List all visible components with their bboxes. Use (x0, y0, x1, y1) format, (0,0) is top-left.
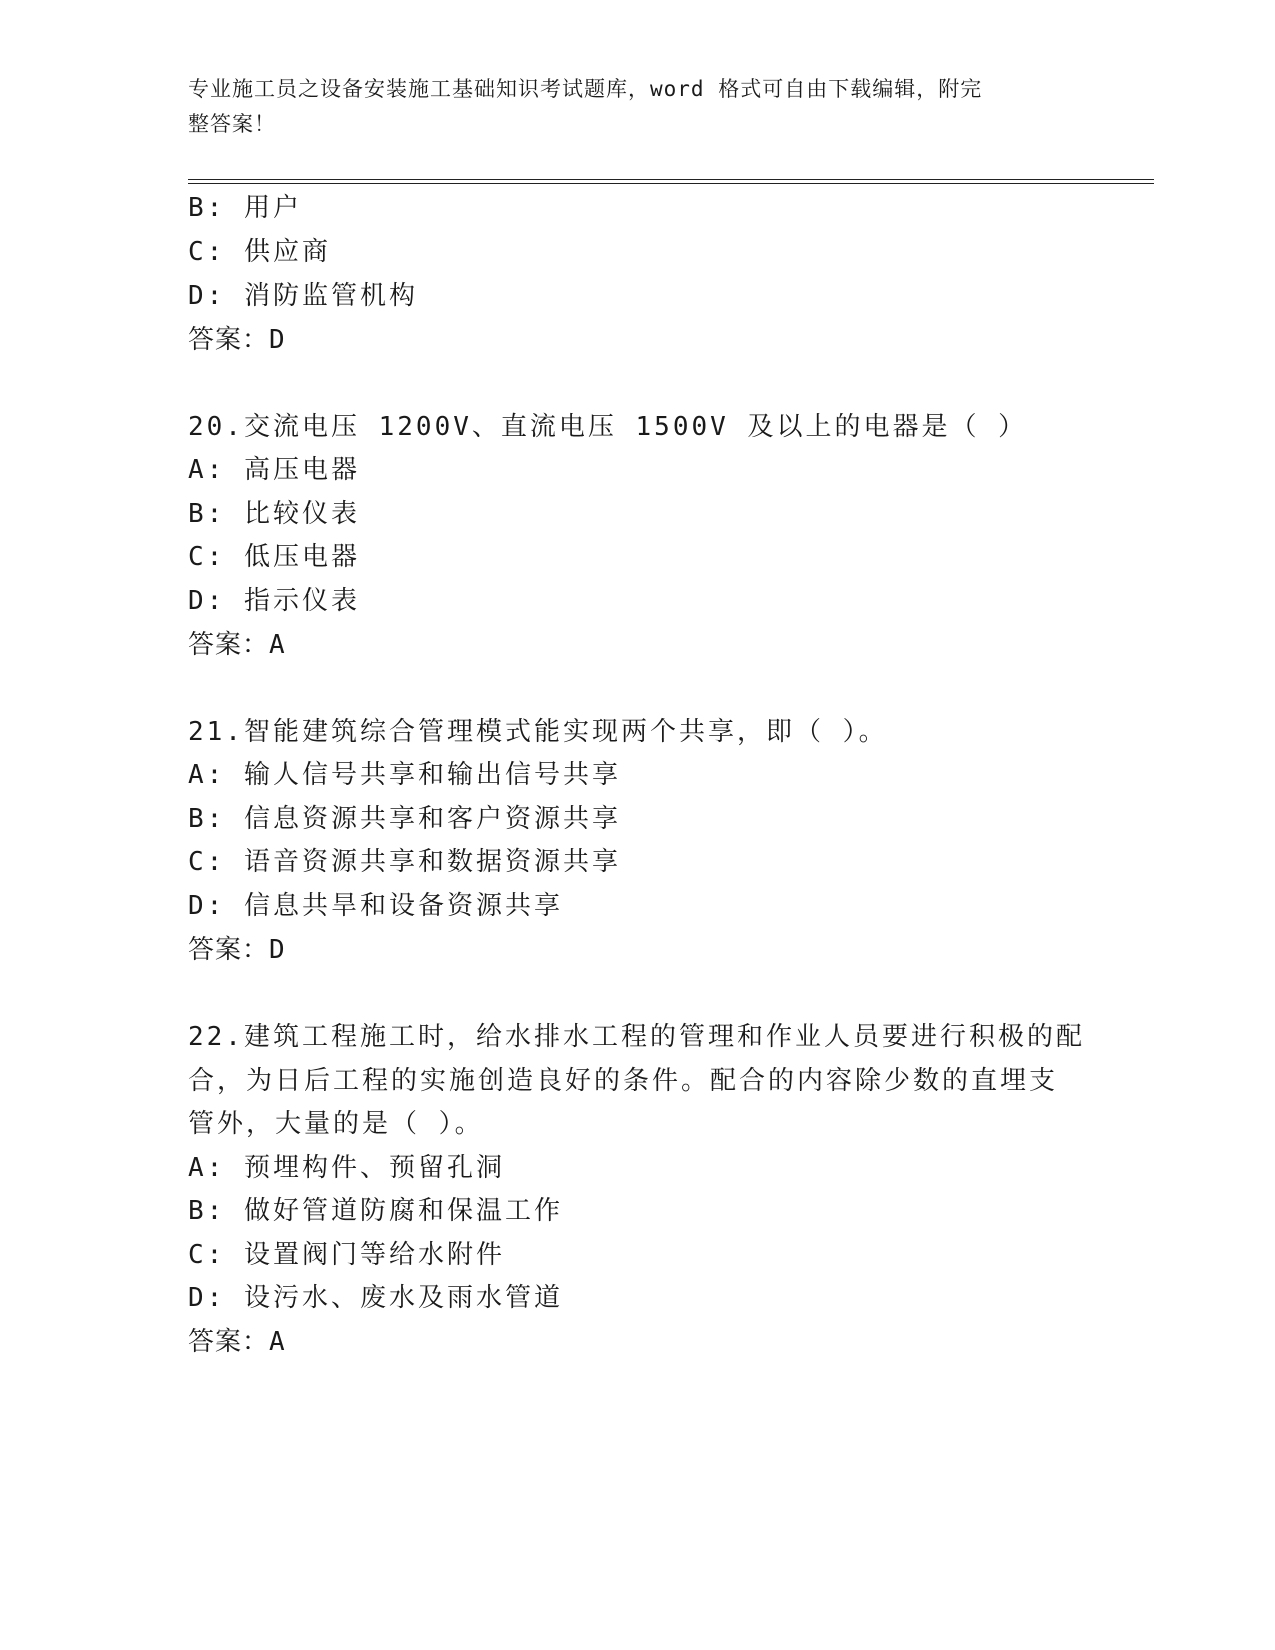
q20-stem: 20.交流电压 1200V、直流电压 1500V 及以上的电器是（ ） (188, 412, 1028, 442)
q22-option-c: C: 设置阀门等给水附件 (188, 1240, 505, 1270)
q21-option-c: C: 语音资源共享和数据资源共享 (188, 847, 621, 877)
q22-option-a: A: 预埋构件、预留孔洞 (188, 1153, 505, 1183)
header-divider-top (188, 179, 1154, 180)
document-header (188, 72, 1068, 142)
q22-option-d: D: 设污水、废水及雨水管道 (188, 1283, 563, 1313)
header-title-line-2: 整答案！ (188, 112, 276, 136)
q19-option-c: C: 供应商 (188, 237, 331, 267)
q21-option-d: D: 信息共旱和设备资源共享 (188, 891, 563, 921)
q20-option-c: C: 低压电器 (188, 542, 360, 572)
q20-option-a: A: 高压电器 (188, 455, 360, 485)
q21-option-b: B: 信息资源共享和客户资源共享 (188, 804, 621, 834)
q21-answer: 答案：D (188, 935, 286, 965)
q21-stem: 21.智能建筑综合管理模式能实现两个共享，即（ ）。 (188, 717, 888, 747)
q22-stem-line-2: 合，为日后工程的实施创造良好的条件。配合的内容除少数的直埋支 (188, 1066, 1059, 1096)
q20-option-d: D: 指示仪表 (188, 586, 360, 616)
q22-answer: 答案：A (188, 1327, 286, 1357)
q19-answer: 答案：D (188, 325, 286, 355)
q22-stem-line-3: 管外，大量的是（ ）。 (188, 1109, 484, 1139)
q20-option-b: B: 比较仪表 (188, 499, 360, 529)
header-title-line-1: 专业施工员之设备安装施工基础知识考试题库，word 格式可自由下载编辑，附完 (188, 77, 983, 101)
q21-option-a: A: 输人信号共享和输出信号共享 (188, 760, 621, 790)
header-divider-bottom (188, 183, 1154, 184)
q19-option-b: B: 用户 (188, 193, 302, 223)
q22-stem-line-1: 22.建筑工程施工时，给水排水工程的管理和作业人员要进行积极的配 (188, 1022, 1085, 1052)
q22-option-b: B: 做好管道防腐和保温工作 (188, 1196, 563, 1226)
q20-answer: 答案：A (188, 630, 286, 660)
q19-option-d: D: 消防监管机构 (188, 281, 418, 311)
